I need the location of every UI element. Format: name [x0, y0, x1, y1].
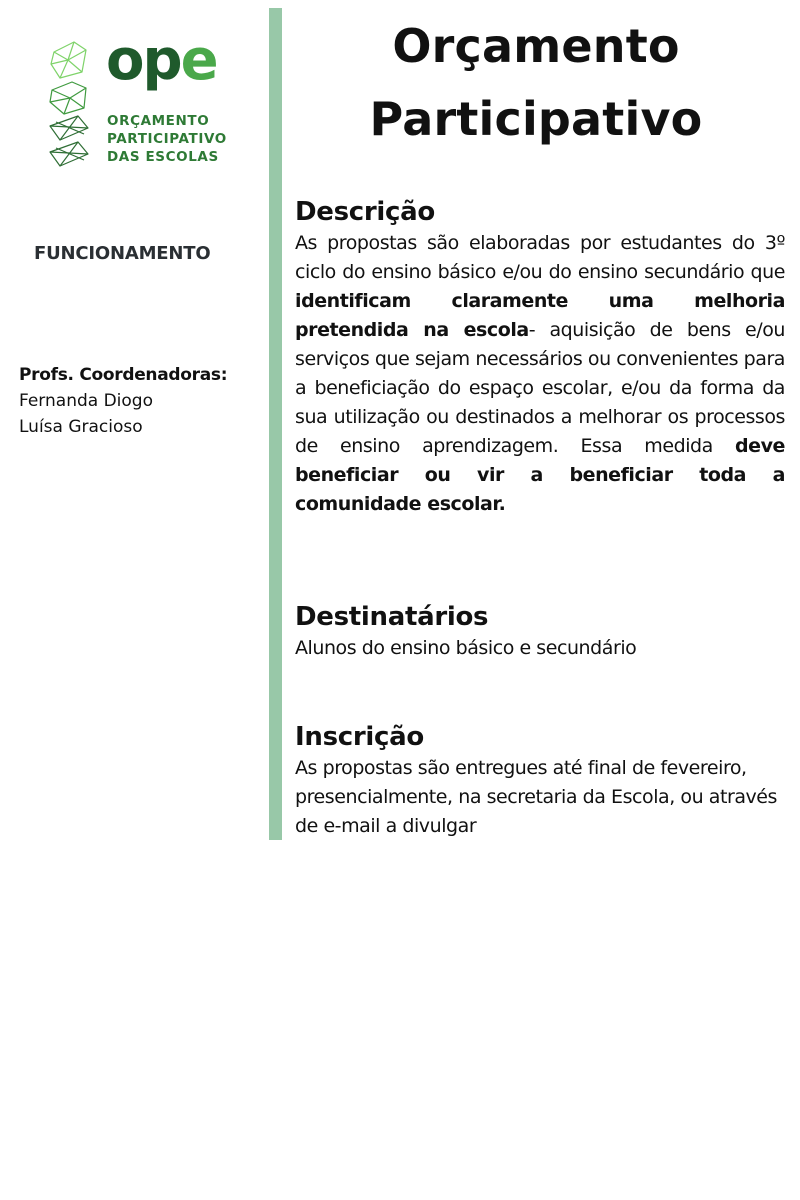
- vertical-divider: [269, 8, 282, 840]
- descricao-section: [295, 195, 785, 519]
- inscricao-section: [295, 720, 785, 841]
- logo-subtitle: ORÇAMENTO PARTICIPATIVO DAS ESCOLAS: [107, 113, 227, 165]
- coordinators-label: Profs. Coordenadoras:: [19, 365, 228, 385]
- destinatarios-text: Alunos do ensino básico e secundário: [295, 637, 637, 659]
- page-title: Orçamento Participativo: [369, 19, 703, 146]
- destinatarios-section: [295, 600, 785, 663]
- descricao-text: As propostas são elaboradas por estudantes do 3º ciclo do ensino básico e/ou do ensino secundário que identificam claramente uma melhoria pretendida na escola- aquisição de bens e/ou serviços que sejam necessários ou convenientes para a beneficiação do espaço escolar, e/ou da forma da sua utilização ou destinados a melhorar os processos de ensino aprendizagem. Essa medida deve beneficiar ou vir a beneficiar toda a comunidade escolar.: [295, 232, 785, 515]
- logo-wordmark: ope: [106, 28, 217, 93]
- descricao-heading: Descrição: [295, 197, 435, 227]
- coordinator-name: Fernanda Diogo: [19, 391, 153, 411]
- inscricao-heading: Inscrição: [295, 722, 424, 752]
- logo-crystal-icon: [48, 38, 92, 168]
- inscricao-text: As propostas são entregues até final de fevereiro, presencialmente, na secretaria da Escola, ou através de e-mail a divulgar: [295, 757, 777, 837]
- destinatarios-heading: Destinatários: [295, 602, 489, 632]
- coordinator-name: Luísa Gracioso: [19, 417, 143, 437]
- coordinators-block: [19, 362, 227, 440]
- funcionamento-heading: FUNCIONAMENTO: [34, 243, 211, 264]
- ope-logo: [48, 28, 258, 170]
